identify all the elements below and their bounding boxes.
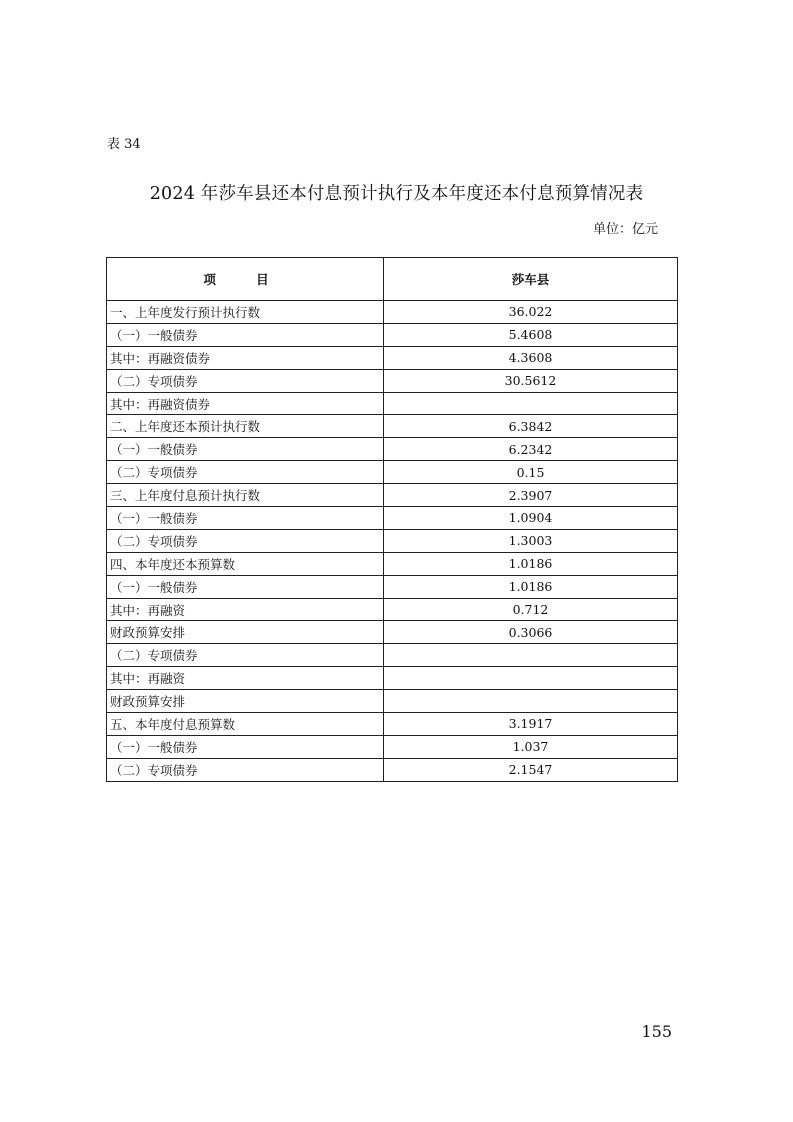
row-value: 1.3003 (384, 529, 678, 552)
row-value: 6.3842 (384, 415, 678, 438)
row-value: 1.0904 (384, 507, 678, 530)
row-value: 3.1917 (384, 713, 678, 736)
row-item-label: 三、上年度付息预计执行数 (107, 484, 384, 507)
row-value: 4.3608 (384, 346, 678, 369)
table-row (107, 690, 678, 713)
row-item-label: 财政预算安排 (107, 690, 384, 713)
row-value: 1.0186 (384, 552, 678, 575)
table-row (107, 735, 678, 758)
table-row (107, 484, 678, 507)
document-title: 2024 年莎车县还本付息预计执行及本年度还本付息预算情况表 (149, 184, 644, 204)
row-item-label: （二）专项债券 (107, 758, 384, 781)
row-value: 2.3907 (384, 484, 678, 507)
row-item-label: 五、本年度付息预算数 (107, 713, 384, 736)
table-body (107, 301, 678, 782)
table-header (107, 258, 678, 301)
table-row (107, 507, 678, 530)
row-value: 30.5612 (384, 369, 678, 392)
budget-table (106, 257, 678, 782)
row-item-label: 其中：再融资 (107, 667, 384, 690)
table-row (107, 369, 678, 392)
unit-label: 单位：亿元 (592, 222, 658, 237)
table-row (107, 301, 678, 324)
row-item-label: （二）专项债券 (107, 369, 384, 392)
header-county: 莎车县 (384, 258, 678, 301)
row-value: 36.022 (384, 301, 678, 324)
table-row (107, 667, 678, 690)
table-row (107, 621, 678, 644)
table-row (107, 598, 678, 621)
table-row (107, 713, 678, 736)
row-value (384, 392, 678, 415)
row-item-label: （一）一般债券 (107, 575, 384, 598)
row-item-label: 四、本年度还本预算数 (107, 552, 384, 575)
row-value (384, 690, 678, 713)
row-item-label: （二）专项债券 (107, 644, 384, 667)
row-item-label: （一）一般债券 (107, 323, 384, 346)
table-row (107, 644, 678, 667)
table-number-label: 表 34 (107, 137, 141, 152)
row-item-label: 其中：再融资债券 (107, 392, 384, 415)
row-value: 5.4608 (384, 323, 678, 346)
table-row (107, 461, 678, 484)
header-row (107, 258, 678, 301)
row-value (384, 644, 678, 667)
table-row (107, 529, 678, 552)
page-number: 155 (641, 1022, 672, 1041)
row-item-label: （一）一般债券 (107, 735, 384, 758)
row-value: 0.15 (384, 461, 678, 484)
row-value (384, 667, 678, 690)
row-value: 1.0186 (384, 575, 678, 598)
header-item: 项 目 (107, 258, 384, 301)
table-row (107, 346, 678, 369)
row-value: 6.2342 (384, 438, 678, 461)
table-row (107, 552, 678, 575)
row-item-label: （一）一般债券 (107, 438, 384, 461)
row-value: 0.3066 (384, 621, 678, 644)
row-item-label: 其中：再融资债券 (107, 346, 384, 369)
table-row (107, 438, 678, 461)
row-item-label: （二）专项债券 (107, 529, 384, 552)
row-item-label: 财政预算安排 (107, 621, 384, 644)
table-row (107, 323, 678, 346)
row-item-label: （二）专项债券 (107, 461, 384, 484)
row-item-label: （一）一般债券 (107, 507, 384, 530)
table-row (107, 392, 678, 415)
row-value: 0.712 (384, 598, 678, 621)
row-value: 1.037 (384, 735, 678, 758)
table-row (107, 758, 678, 781)
table-row (107, 575, 678, 598)
table-row (107, 415, 678, 438)
row-item-label: 二、上年度还本预计执行数 (107, 415, 384, 438)
row-item-label: 一、上年度发行预计执行数 (107, 301, 384, 324)
row-value: 2.1547 (384, 758, 678, 781)
row-item-label: 其中：再融资 (107, 598, 384, 621)
